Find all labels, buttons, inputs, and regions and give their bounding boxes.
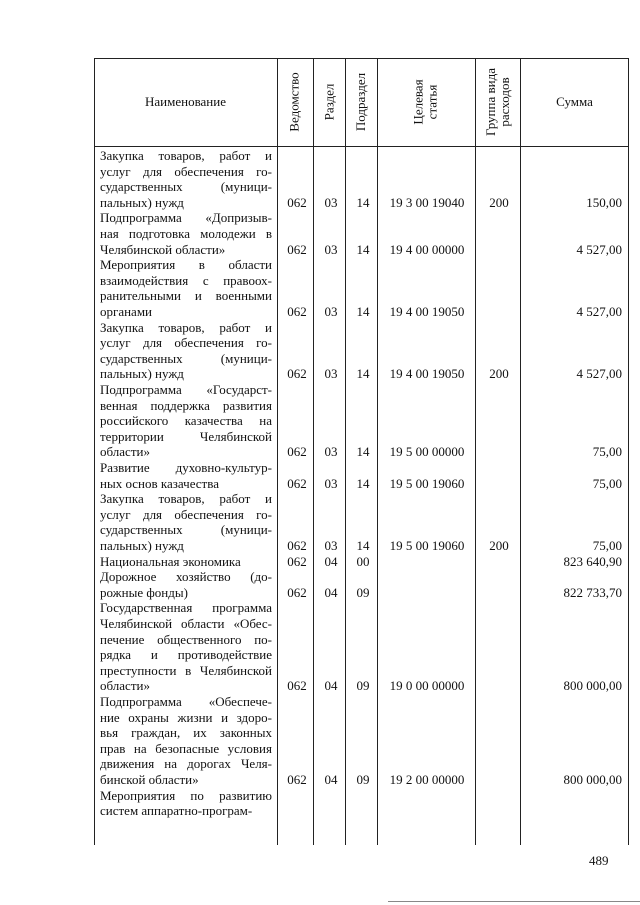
footer-rule [388, 901, 640, 902]
row-name [100, 460, 272, 491]
header-gruppa-line1: Группа вида [482, 68, 498, 136]
header-gruppa [475, 58, 520, 146]
row-name-line: пальных) нужд [100, 194, 184, 210]
cell-ved: 062 [287, 553, 307, 569]
row-name-line: российского казачества на [100, 413, 272, 429]
cell-pod: 09 [356, 678, 370, 694]
header-celevaya-label [412, 79, 440, 124]
cell-sum: 75,00 [592, 537, 622, 553]
row-name [100, 600, 272, 694]
row-name-line: Подпрограмма «Государст- [100, 382, 272, 397]
row-name [100, 382, 272, 460]
table-row [94, 257, 629, 319]
table-row [94, 382, 629, 460]
table-row [94, 320, 629, 382]
row-name [100, 210, 272, 257]
row-name-line: Национальная экономика [100, 553, 241, 569]
page-number: 489 [589, 853, 609, 868]
cell-grp: 200 [489, 537, 509, 553]
cell-ved: 062 [287, 444, 307, 460]
header-podrazdel-label: Подраздел [353, 72, 369, 132]
table-row [94, 788, 629, 819]
row-name-line: услуг для обеспечения го- [100, 506, 272, 522]
row-name-line: сударственных (муници- [100, 350, 272, 366]
cell-sum: 4 527,00 [576, 366, 622, 382]
header-celevaya-line1: Целевая [410, 79, 426, 125]
cell-grp: 200 [489, 194, 509, 210]
row-name-line: Развитие духовно-культур- [100, 460, 272, 475]
row-name [100, 491, 272, 553]
cell-ved: 062 [287, 678, 307, 694]
cell-sum: 75,00 [592, 475, 622, 491]
cell-pod: 14 [356, 303, 370, 319]
cell-sum: 823 640,90 [563, 553, 622, 569]
row-name-line: рядка и противодействие [100, 647, 272, 663]
cell-sum: 800 000,00 [563, 772, 622, 787]
table-row [94, 460, 629, 491]
cell-sum: 800 000,00 [563, 678, 622, 694]
header-name-label: Наименование [145, 94, 226, 109]
row-name [100, 554, 272, 570]
row-name [100, 788, 272, 819]
cell-raz: 04 [324, 584, 338, 600]
cell-cel: 19 3 00 19040 [389, 194, 465, 210]
table-row [94, 210, 629, 257]
cell-cel: 19 4 00 19050 [389, 303, 465, 319]
row-name-line: Челябинской области» [100, 241, 226, 257]
row-name-line: Челябинской области «Обес- [100, 615, 272, 631]
table-row [94, 600, 629, 694]
row-name-line: ная подготовка молодежи в [100, 225, 272, 241]
cell-raz: 03 [324, 303, 338, 319]
cell-ved: 062 [287, 772, 307, 787]
row-name-line: венная поддержка развития [100, 397, 272, 413]
table-row [94, 148, 629, 210]
row-name-line: Дорожное хозяйство (до- [100, 569, 272, 585]
cell-pod: 14 [356, 537, 370, 553]
row-name-line: Государственная программа [100, 600, 272, 616]
row-name-line: сударственных (муници- [100, 522, 272, 538]
table-row [94, 694, 629, 788]
cell-raz: 04 [324, 772, 338, 787]
row-name-line: Закупка товаров, работ и [100, 148, 272, 163]
table-row [94, 554, 629, 570]
row-name-line: Подпрограмма «Обеспече- [100, 694, 272, 709]
row-name-line: услуг для обеспечения го- [100, 335, 272, 351]
row-name-line: бинской области» [100, 771, 199, 787]
row-name-line: движения на дорогах Челя- [100, 756, 272, 772]
row-name-line: ных основ казачества [100, 475, 219, 491]
table-row [94, 569, 629, 600]
cell-sum: 75,00 [592, 444, 622, 460]
row-name-line: прав на безопасные условия [100, 740, 272, 756]
cell-ved: 062 [287, 366, 307, 382]
row-name-line: рожные фонды) [100, 584, 188, 600]
cell-raz: 03 [324, 537, 338, 553]
cell-raz: 03 [324, 366, 338, 382]
header-celevaya [377, 58, 475, 146]
cell-ved: 062 [287, 241, 307, 257]
cell-pod: 00 [356, 553, 370, 569]
cell-pod: 14 [356, 241, 370, 257]
row-name-line: территории Челябинской [100, 428, 272, 444]
cell-sum: 150,00 [586, 194, 622, 210]
row-name-line: взаимодействия с правоох- [100, 272, 272, 288]
cell-pod: 14 [356, 366, 370, 382]
header-podrazdel [345, 58, 377, 146]
row-name-line: области» [100, 678, 150, 694]
header-name [94, 58, 277, 146]
row-name-line: ние охраны жизни и здоро- [100, 709, 272, 725]
cell-cel: 19 5 00 19060 [389, 537, 465, 553]
row-name-line: Подпрограмма «Допризыв- [100, 210, 272, 226]
cell-sum: 4 527,00 [576, 241, 622, 257]
cell-cel: 19 5 00 19060 [389, 475, 465, 491]
cell-raz: 04 [324, 678, 338, 694]
header-razdel-label: Раздел [321, 83, 336, 121]
cell-pod: 14 [356, 194, 370, 210]
row-name [100, 694, 272, 788]
row-name-line: Закупка товаров, работ и [100, 319, 272, 335]
header-vedomstvo [277, 58, 313, 146]
cell-sum: 4 527,00 [576, 303, 622, 319]
header-vedomstvo-label: Ведомство [287, 72, 302, 132]
cell-raz: 03 [324, 241, 338, 257]
header-summa-label: Сумма [556, 94, 593, 109]
cell-pod: 14 [356, 475, 370, 491]
cell-pod: 09 [356, 584, 370, 600]
header-divider [94, 146, 629, 147]
header-summa [520, 58, 629, 146]
row-name-line: пальных) нужд [100, 366, 184, 382]
cell-cel: 19 4 00 19050 [389, 366, 465, 382]
cell-sum: 822 733,70 [563, 584, 622, 600]
cell-cel: 19 4 00 00000 [389, 241, 465, 257]
cell-raz: 04 [324, 553, 338, 569]
row-name [100, 148, 272, 210]
cell-ved: 062 [287, 303, 307, 319]
cell-raz: 03 [324, 444, 338, 460]
cell-grp: 200 [489, 366, 509, 382]
cell-cel: 19 0 00 00000 [389, 678, 465, 694]
cell-raz: 03 [324, 194, 338, 210]
cell-cel: 19 2 00 00000 [389, 772, 465, 787]
header-gruppa-line2: расходов [496, 77, 512, 127]
row-name-line: вья граждан, их законных [100, 725, 272, 741]
row-name-line: преступности в Челябинской [100, 662, 272, 678]
row-name-line: ранительными и военными [100, 288, 272, 304]
row-name-line: систем аппаратно-програм- [100, 803, 253, 819]
cell-pod: 14 [356, 444, 370, 460]
row-name-line: области» [100, 444, 150, 460]
row-name-line: органами [100, 303, 153, 319]
row-name [100, 257, 272, 319]
cell-ved: 062 [287, 194, 307, 210]
cell-ved: 062 [287, 584, 307, 600]
row-name-line: пальных) нужд [100, 537, 184, 553]
header-celevaya-line2: статья [424, 84, 440, 120]
row-name-line: услуг для обеспечения го- [100, 163, 272, 179]
row-name-line: Закупка товаров, работ и [100, 491, 272, 507]
row-name [100, 569, 272, 600]
header-razdel [313, 58, 345, 146]
cell-cel: 19 5 00 00000 [389, 444, 465, 460]
cell-pod: 09 [356, 772, 370, 787]
row-name-line: Мероприятия в области [100, 257, 272, 273]
row-name-line: печение общественного по- [100, 631, 272, 647]
cell-raz: 03 [324, 475, 338, 491]
cell-ved: 062 [287, 537, 307, 553]
row-name-line: сударственных (муници- [100, 179, 272, 195]
row-name-line: Мероприятия по развитию [100, 787, 272, 803]
table-row [94, 491, 629, 553]
cell-ved: 062 [287, 475, 307, 491]
row-name [100, 320, 272, 382]
header-gruppa-label [484, 68, 512, 136]
